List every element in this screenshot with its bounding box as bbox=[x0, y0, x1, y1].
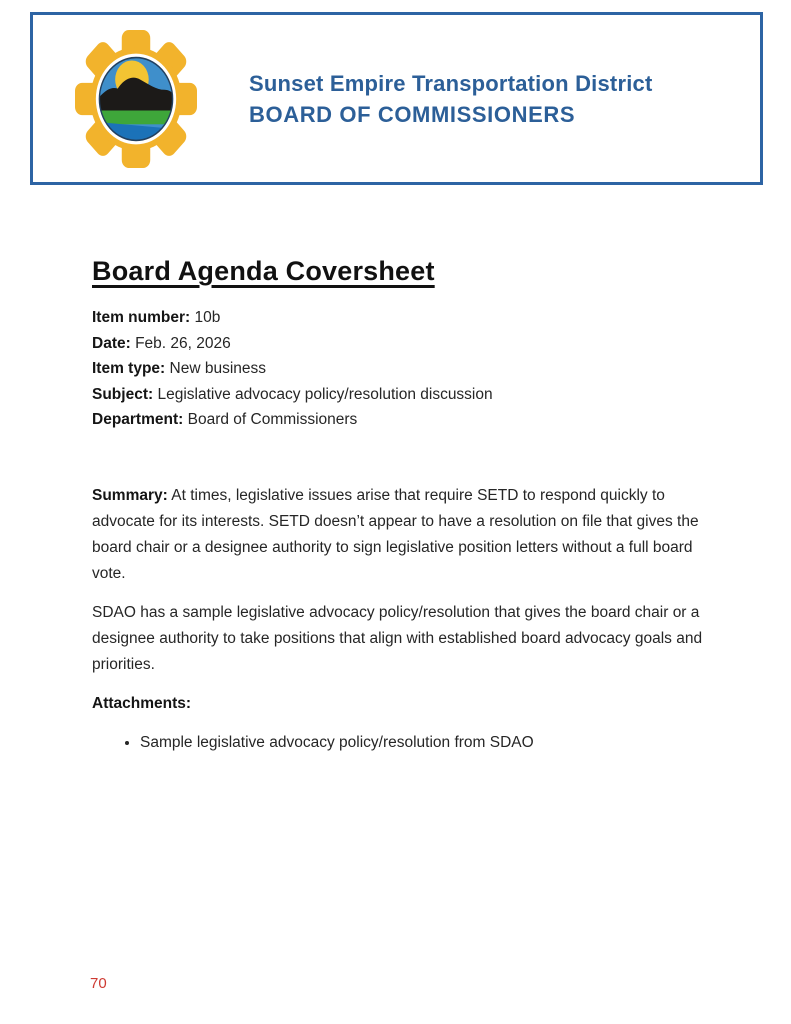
setd-gear-landscape-logo bbox=[75, 30, 197, 168]
field-label: Subject: bbox=[92, 385, 154, 403]
field-value: Legislative advocacy policy/resolution discussion bbox=[157, 385, 493, 403]
field-value: 10b bbox=[194, 309, 221, 326]
summary-label: Summary: bbox=[92, 486, 168, 504]
org-name: Sunset Empire Transportation District bbox=[249, 70, 653, 96]
field-label: Item number: bbox=[92, 309, 191, 326]
page-number: 70 bbox=[90, 975, 107, 992]
field-row-item-number bbox=[92, 305, 707, 331]
field-row-date bbox=[92, 331, 707, 357]
org-title-block bbox=[249, 68, 652, 130]
field-value: Board of Commissioners bbox=[187, 411, 358, 429]
org-subtitle: BOARD OF COMMISSIONERS bbox=[249, 101, 576, 127]
field-label: Item type: bbox=[92, 360, 166, 378]
field-row-department bbox=[92, 407, 707, 433]
attachment-item: • Sample legislative advocacy policy/resolution from SDAO bbox=[140, 730, 707, 756]
field-row-subject bbox=[92, 382, 707, 408]
field-value: Feb. 26, 2026 bbox=[135, 334, 231, 352]
document-body bbox=[92, 256, 707, 756]
summary-paragraph bbox=[92, 483, 707, 587]
metadata-fields bbox=[92, 305, 707, 433]
sdao-paragraph: SDAO has a sample legislative advocacy policy/resolution that gives the board chair or a designee authority to take positions that align with established board advocacy goals and priorities. bbox=[92, 603, 703, 673]
field-label: Department: bbox=[92, 411, 184, 429]
letterhead-box bbox=[30, 12, 763, 185]
field-row-item-type bbox=[92, 356, 707, 382]
document-title: Board Agenda Coversheet bbox=[92, 256, 435, 286]
summary-text: At times, legislative issues arise that require SETD to respond quickly to advocate for its interests. SETD doesn’t appear to have a resolution on file that gives the board chair or a designee authority to sign legislative position letters without a full board vote. bbox=[92, 486, 699, 582]
field-value: New business bbox=[169, 360, 267, 378]
field-label: Date: bbox=[92, 334, 131, 352]
attachment-list bbox=[92, 730, 707, 756]
attachments-label: Attachments: bbox=[92, 694, 192, 712]
